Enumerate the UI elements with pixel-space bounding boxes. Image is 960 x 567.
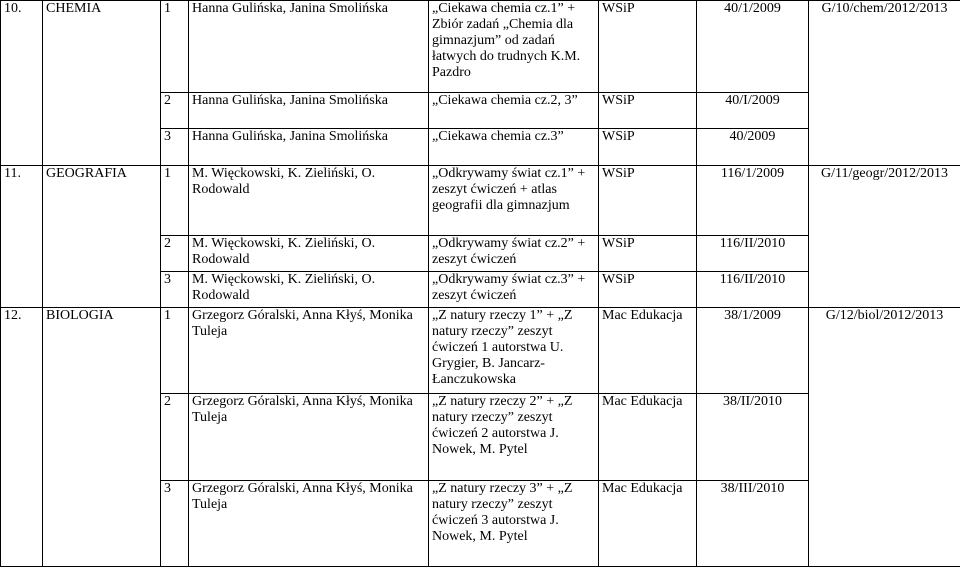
authors: Grzegorz Góralski, Anna Kłyś, Monika Tuleja [189,480,429,566]
class-number: 3 [161,129,189,165]
class-number: 2 [161,93,189,129]
authors: Grzegorz Góralski, Anna Kłyś, Monika Tuleja [189,394,429,480]
authors: Hanna Gulińska, Janina Smolińska [189,93,429,129]
subject-name: GEOGRAFIA [43,165,161,307]
book-title: „Ciekawa chemia cz.2, 3” [429,93,599,129]
table-row [1,165,960,235]
table-row [1,308,960,394]
approval-number: 40/2009 [697,129,809,165]
book-title: „Odkrywamy świat cz.1” + zeszyt ćwiczeń + atlas geografii dla gimnazjum [429,165,599,235]
permission-code: G/12/biol/2012/2013 [809,308,960,567]
book-title: „Ciekawa chemia cz.3” [429,129,599,165]
publisher: Mac Edukacja [599,308,697,394]
class-number: 3 [161,271,189,307]
class-number: 1 [161,308,189,394]
approval-number: 116/II/2010 [697,235,809,271]
authors: Grzegorz Góralski, Anna Kłyś, Monika Tuleja [189,308,429,394]
publisher: Mac Edukacja [599,480,697,566]
section-number: 10. [1,1,43,166]
publisher: Mac Edukacja [599,394,697,480]
book-title: „Z natury rzeczy 3” + „Z natury rzeczy” zeszyt ćwiczeń 3 autorstwa J. Nowek, M. Pytel [429,480,599,566]
permission-code: G/11/geogr/2012/2013 [809,165,960,307]
approval-number: 116/II/2010 [697,271,809,307]
authors: M. Więckowski, K. Zieliński, O. Rodowald [189,165,429,235]
publisher: WSiP [599,129,697,165]
class-number: 3 [161,480,189,566]
section-number: 12. [1,308,43,567]
approval-number: 38/II/2010 [697,394,809,480]
authors: M. Więckowski, K. Zieliński, O. Rodowald [189,235,429,271]
publisher: WSiP [599,93,697,129]
publisher: WSiP [599,271,697,307]
book-title: „Odkrywamy świat cz.2” + zeszyt ćwiczeń [429,235,599,271]
class-number: 2 [161,235,189,271]
approval-number: 38/1/2009 [697,308,809,394]
approval-number: 38/III/2010 [697,480,809,566]
book-title: „Odkrywamy świat cz.3” + zeszyt ćwiczeń [429,271,599,307]
book-title: „Ciekawa chemia cz.1” + Zbiór zadań „Chemia dla gimnazjum” od zadań łatwych do trudnych K.M. Pazdro [429,1,599,93]
publisher: WSiP [599,165,697,235]
subject-name: CHEMIA [43,1,161,166]
authors: Hanna Gulińska, Janina Smolińska [189,129,429,165]
approval-number: 116/1/2009 [697,165,809,235]
authors: Hanna Gulińska, Janina Smolińska [189,1,429,93]
permission-code: G/10/chem/2012/2013 [809,1,960,166]
approval-number: 40/I/2009 [697,93,809,129]
book-title: „Z natury rzeczy 2” + „Z natury rzeczy” zeszyt ćwiczeń 2 autorstwa J. Nowek, M. Pytel [429,394,599,480]
approval-number: 40/1/2009 [697,1,809,93]
authors: M. Więckowski, K. Zieliński, O. Rodowald [189,271,429,307]
section-number: 11. [1,165,43,307]
publisher: WSiP [599,1,697,93]
class-number: 1 [161,165,189,235]
book-title: „Z natury rzeczy 1” + „Z natury rzeczy” zeszyt ćwiczeń 1 autorstwa U. Grygier, B. Jancarz- Łanczukowska [429,308,599,394]
class-number: 2 [161,394,189,480]
publisher: WSiP [599,235,697,271]
class-number: 1 [161,1,189,93]
subject-name: BIOLOGIA [43,308,161,567]
table-row [1,1,960,93]
